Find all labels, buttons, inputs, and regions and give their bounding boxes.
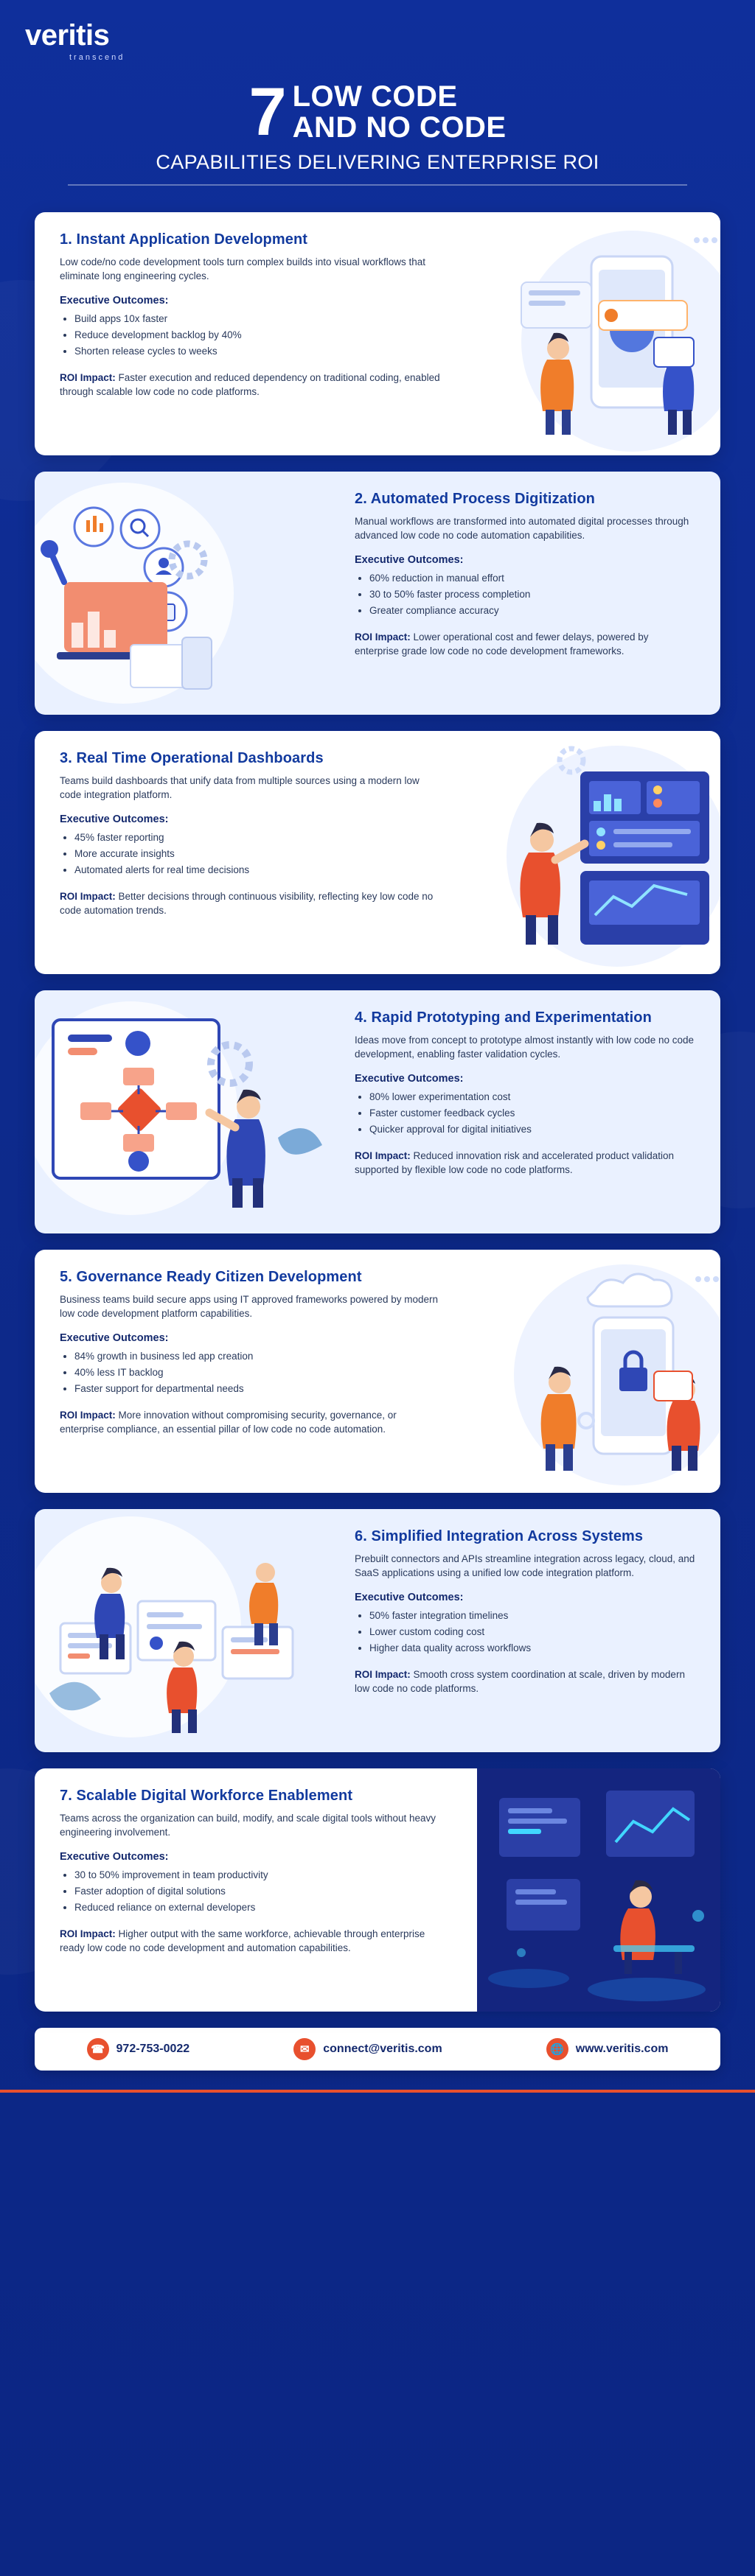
list-item: • Automated alerts for real time decisions — [74, 862, 443, 878]
list-item: • Quicker approval for digital initiatives — [369, 1121, 695, 1138]
card-7-description: Teams across the organization can build, modify, and scale digital tools without heavy engineering involvement. — [60, 1812, 436, 1838]
card-1-description: Low code/no code development tools turn complex builds into visual workflows that eliminate long engineering cycles. — [60, 256, 426, 282]
list-item: • Faster customer feedback cycles — [369, 1105, 695, 1121]
roi-label: ROI Impact: — [60, 1928, 116, 1939]
capability-card-5 — [35, 1250, 720, 1493]
list-item: • Reduced reliance on external developers — [74, 1900, 443, 1916]
list-item: • More accurate insights — [74, 846, 443, 862]
card-6-description: Prebuilt connectors and APIs streamline integration across legacy, cloud, and SaaS applications using a unified low code integration platform. — [355, 1553, 695, 1579]
card-1-outcomes-list — [74, 311, 443, 360]
card-2-outcomes-list — [369, 570, 695, 620]
logo-tagline: transcend — [69, 53, 125, 62]
capability-card-3 — [35, 731, 720, 974]
card-5-illustration — [411, 1250, 720, 1493]
footer-phone[interactable] — [87, 2038, 190, 2060]
list-item: • Build apps 10x faster — [74, 311, 443, 327]
roi-text: Smooth cross system coordination at scale, driven by modern low code no code platforms. — [355, 1668, 685, 1695]
card-3-outcomes-list — [74, 830, 443, 879]
roi-label: ROI Impact: — [355, 1668, 411, 1680]
footer-email-text: connect@veritis.com — [323, 2042, 442, 2055]
card-7-outcomes-list — [74, 1867, 443, 1917]
roi-text: Better decisions through continuous visibility, reflecting key low code no code automation trends. — [60, 890, 434, 917]
roi-label: ROI Impact: — [60, 371, 116, 383]
card-6-title: 6. Simplified Integration Across Systems — [355, 1527, 644, 1544]
roi-text: Reduced innovation risk and accelerated product validation supported by flexible low code no code platforms. — [355, 1149, 675, 1176]
footer-website[interactable] — [546, 2038, 669, 2060]
roi-label: ROI Impact: — [60, 1409, 116, 1421]
card-6-roi — [355, 1667, 695, 1696]
headline-line-2: AND NO CODE — [292, 111, 507, 144]
card-2-roi — [355, 630, 695, 659]
card-4-title: 4. Rapid Prototyping and Experimentation — [355, 1009, 652, 1026]
card-4-outcomes-label: Executive Outcomes: — [355, 1072, 464, 1085]
card-7-illustration — [477, 1768, 720, 2012]
card-5-description: Business teams build secure apps using IT approved frameworks powered by modern low code development platform capabilities. — [60, 1293, 439, 1320]
roi-label: ROI Impact: — [355, 631, 411, 643]
card-7-roi — [60, 1927, 443, 1956]
footer-phone-text: 972-753-0022 — [116, 2042, 190, 2055]
card-1-title: 1. Instant Application Development — [60, 231, 308, 248]
capability-card-7 — [35, 1768, 720, 2012]
list-item: • 45% faster reporting — [74, 830, 443, 846]
page-title — [0, 74, 755, 186]
mail-icon: ✉ — [293, 2038, 316, 2060]
list-item: • Higher data quality across workflows — [369, 1640, 695, 1656]
phone-icon: ☎ — [87, 2038, 109, 2060]
card-1-outcomes-label: Executive Outcomes: — [60, 294, 169, 307]
card-4-outcomes-list — [369, 1089, 695, 1138]
card-6-outcomes-label: Executive Outcomes: — [355, 1591, 464, 1603]
list-item: • 30 to 50% improvement in team productivity — [74, 1867, 443, 1883]
contact-footer — [35, 2028, 720, 2071]
headline-subtitle: CAPABILITIES DELIVERING ENTERPRISE ROI — [156, 150, 599, 173]
card-3-title: 3. Real Time Operational Dashboards — [60, 749, 324, 766]
card-4-description: Ideas move from concept to prototype almost instantly with low code no code development, enabling faster validation cycles. — [355, 1034, 694, 1060]
roi-text: Higher output with the same workforce, achievable through enterprise ready low code no code development and automation capabilities. — [60, 1928, 425, 1954]
card-6-outcomes-list — [369, 1608, 695, 1657]
card-3-outcomes-label: Executive Outcomes: — [60, 813, 169, 825]
card-5-outcomes-label: Executive Outcomes: — [60, 1331, 169, 1344]
card-2-outcomes-label: Executive Outcomes: — [355, 553, 464, 566]
headline-line-1: LOW CODE — [292, 80, 458, 113]
roi-text: More innovation without compromising security, governance, or enterprise compliance, an essential pillar of low code no code automation. — [60, 1409, 397, 1435]
list-item: • Lower custom coding cost — [369, 1624, 695, 1640]
card-7-title: 7. Scalable Digital Workforce Enablement — [60, 1787, 353, 1804]
capability-card-2 — [35, 472, 720, 715]
list-item: • 40% less IT backlog — [74, 1365, 443, 1381]
card-1-illustration — [411, 212, 720, 455]
brand-logo — [0, 0, 755, 62]
logo-text: veritis — [25, 19, 110, 52]
list-item: • Reduce development backlog by 40% — [74, 327, 443, 343]
card-5-outcomes-list — [74, 1348, 443, 1398]
list-item: • 84% growth in business led app creation — [74, 1348, 443, 1365]
card-6-illustration — [35, 1509, 344, 1752]
card-2-title: 2. Automated Process Digitization — [355, 490, 595, 507]
list-item: • Greater compliance accuracy — [369, 603, 695, 619]
list-item: • Shorten release cycles to weeks — [74, 343, 443, 360]
globe-icon: 🌐 — [546, 2038, 568, 2060]
roi-text: Faster execution and reduced dependency on traditional coding, enabled through scalable low code no code platforms. — [60, 371, 440, 398]
headline-number: 7 — [248, 74, 284, 150]
card-5-roi — [60, 1408, 443, 1437]
card-7-outcomes-label: Executive Outcomes: — [60, 1850, 169, 1863]
card-5-title: 5. Governance Ready Citizen Development — [60, 1268, 362, 1285]
list-item: • Faster adoption of digital solutions — [74, 1883, 443, 1900]
footer-website-text: www.veritis.com — [575, 2042, 669, 2055]
list-item: • Faster support for departmental needs — [74, 1381, 443, 1397]
card-1-roi — [60, 371, 443, 399]
footer-email[interactable] — [293, 2038, 442, 2060]
card-3-description: Teams build dashboards that unify data from multiple sources using a modern low code integration platform. — [60, 774, 420, 801]
list-item: • 60% reduction in manual effort — [369, 570, 695, 587]
list-item: • 30 to 50% faster process completion — [369, 587, 695, 603]
card-2-description: Manual workflows are transformed into automated digital processes through advanced low code no code automation capabilities. — [355, 515, 689, 542]
list-item: • 80% lower experimentation cost — [369, 1089, 695, 1105]
capability-card-4 — [35, 990, 720, 1233]
roi-label: ROI Impact: — [355, 1149, 411, 1161]
card-3-roi — [60, 889, 443, 918]
roi-text: Lower operational cost and fewer delays, powered by enterprise grade low code no code development frameworks. — [355, 631, 649, 657]
card-4-roi — [355, 1149, 695, 1177]
roi-label: ROI Impact: — [60, 890, 116, 902]
footer-accent-bar — [0, 2090, 755, 2093]
card-2-illustration — [35, 472, 344, 715]
card-4-illustration — [35, 990, 344, 1233]
capability-card-6 — [35, 1509, 720, 1752]
list-item: • 50% faster integration timelines — [369, 1608, 695, 1624]
capability-card-1 — [35, 212, 720, 455]
card-3-illustration — [411, 731, 720, 974]
